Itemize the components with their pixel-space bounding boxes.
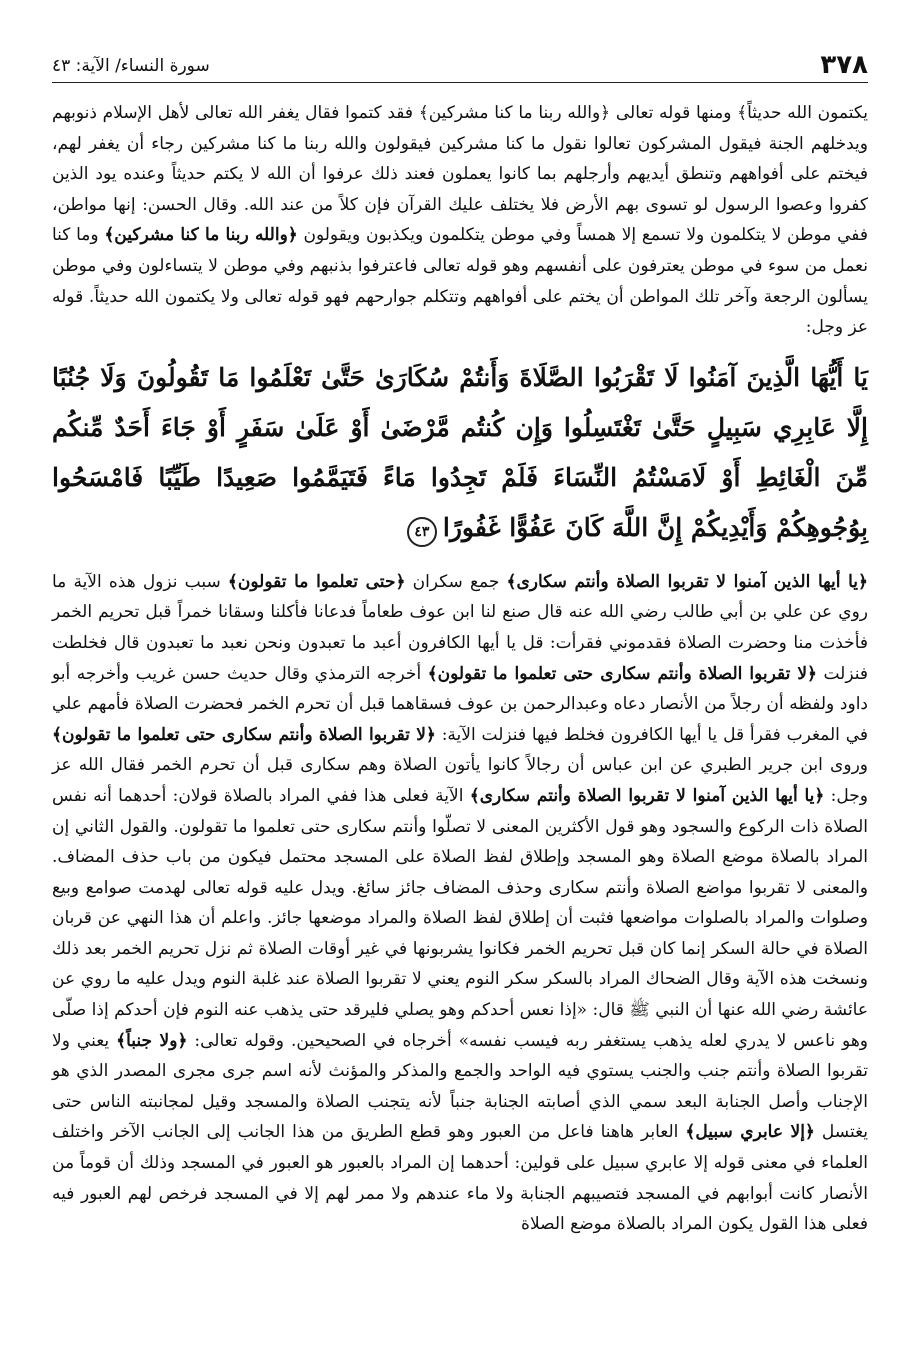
surah-title: سورة النساء/ الآية: ٤٣: [52, 56, 210, 76]
quran-quote: ﴿ولا جنباً﴾: [116, 1030, 188, 1051]
quran-quote: ﴿إلا عابري سبيل﴾: [685, 1122, 815, 1143]
header-rule: [52, 82, 868, 83]
page-header: [52, 50, 868, 82]
quran-quote: ﴿يا أيها الذين آمنوا لا تقربوا الصلاة وأنتم سكارى﴾: [469, 785, 825, 806]
page-body: [52, 98, 868, 1240]
quran-quote: ﴿والله ربنا ما كنا مشركين﴾: [104, 225, 298, 246]
paragraph-2: [52, 567, 868, 1240]
text-run: يعني ولا تقربوا الصلاة وأنتم جنب والجنب يستوي فيه الواحد والجمع والمذكر والمؤنث لأنه اسم جرى مجرى المصدر الذي هو الإجناب وأصل الجنابة البعد سمي الذي أصابته الجنابة جنباً لأنه يتجنب الصلاة والمسجد وقيل لمجانبته الناس حتى يغتسل: [52, 1030, 869, 1143]
text-run: العابر هاهنا فاعل من العبور وهو قطع الطريق من هذا الجانب إلى الجانب الآخر واختلف العلماء في معنى قوله إلا عابري سبيل على قولين: أحدهما إن المراد بالعبور هو العبور في المسجد وذلك أن قوماً من الأنصار كانت أبوابهم في المسجد فتصيبهم الجنابة ولا ماء عندهم ولا ممر لهم إلا في المسجد فرخص لهم العبور فيه فعلى هذا القول يكون المراد بالصلاة موضع الصلاة: [52, 1122, 868, 1235]
text-run: الآية فعلى هذا ففي المراد بالصلاة قولان: أحدهما أنه نفس الصلاة ذات الركوع والسجود وهو قول الأكثرين المعنى لا تصلّوا وأنتم سكارى حتى تعلموا ما تقولون. والقول الثاني إن المراد بالصلاة موضع الصلاة وهو المسجد وإطلاق لفظ الصلاة على المسجد محتمل فيكون من باب حذف المضاف. والمعنى لا تقربوا مواضع الصلاة وأنتم سكارى وحذف المضاف جائز سائغ. ويدل عليه قوله تعالى لهدمت صوامع وبيع وصلوات والمراد بالصلوات مواضعها فثبت أن إطلاق لفظ الصلاة والمراد موضعها جائز. واعلم أن هذا النهي عن قربان الصلاة في حالة السكر إنما كان قبل تحريم الخمر فكانوا يشربونها في غير أوقات الصلاة ثم نزل تحريم الخمر بعد ذلك ونسخت هذه الآية وقال الضحاك المراد بالسكر سكر النوم يعني لا تقربوا الصلاة عند غلبة النوم ويدل عليه ما روي عن عائشة رضي الله عنها أن النبي ﷺ قال: «إذا نعس أحدكم وهو يصلي فليرقد حتى يذهب عنه النوم فإن أحدكم إذا صلّى وهو ناعس لا يدري لعله يذهب يستغفر ربه فيسب نفسه» أخرجاه في الصحيحين. وقوله تعالى:: [52, 785, 868, 1051]
text-run: جمع سكران: [405, 571, 507, 592]
quran-quote: ﴿يا أيها الذين آمنوا لا تقربوا الصلاة وأنتم سكارى﴾: [506, 571, 868, 592]
page-number: ٣٧٨: [820, 50, 868, 80]
quran-quote: ﴿لا تقربوا الصلاة وأنتم سكارى حتى تعلموا ما تقولون﴾: [427, 663, 817, 684]
verse-text: يَا أَيُّهَا الَّذِينَ آمَنُوا لَا تَقْرَبُوا الصَّلَاةَ وَأَنتُمْ سُكَارَىٰ حَتَّىٰ تَعْلَمُوا مَا تَقُولُونَ وَلَا جُنُبًا إِلَّا عَابِرِي سَبِيلٍ حَتَّىٰ تَغْتَسِلُوا وَإِن كُنتُم مَّرْضَىٰ أَوْ عَلَىٰ سَفَرٍ أَوْ جَاءَ أَحَدٌ مِّنكُم مِّنَ الْغَائِطِ أَوْ لَامَسْتُمُ النِّسَاءَ فَلَمْ تَجِدُوا مَاءً فَتَيَمَّمُوا صَعِيدًا طَيِّبًا فَامْسَحُوا بِوُجُوهِكُمْ وَأَيْدِيكُمْ إِنَّ اللَّهَ كَانَ عَفُوًّا غَفُورًا: [52, 362, 868, 542]
quran-quote: ﴿حتى تعلموا ما تقولون﴾: [227, 571, 406, 592]
quran-quote: ﴿لا تقربوا الصلاة وأنتم سكارى حتى تعلموا ما تقولون﴾: [52, 724, 436, 745]
text-run: وما كنا نعمل من سوء في موطن يعترفون على أنفسهم وهو قوله تعالى فاعترفوا بذنبهم وفي موطن لا يتساءلون وفي موطن يسألون الرجعة وآخر تلك المواطن أن يختم على أفواههم وتتكلم جوارحهم فهو قوله تعالى ولا يكتمون الله حديثاً. قوله عز وجل:: [52, 225, 868, 338]
paragraph-1: [52, 98, 868, 343]
text-run: وروى ابن جرير الطبري عن ابن عباس أن رجالاً كانوا يأتون الصلاة وهم سكارى قبل أن تحرم الخمر فقال الله عز وجل:: [52, 755, 869, 806]
ayah-number-marker: ٤٣: [407, 517, 437, 547]
quran-verse: [52, 353, 868, 553]
text-run: سبب نزول هذه الآية ما روي عن علي بن أبي طالب رضي الله عنه قال صنع لنا ابن عوف طعاماً فدعانا فأكلنا وسقانا خمراً قبل تحريم الخمر فأخذت منا وحضرت الصلاة فقدموني فقرأت: قل يا أيها الكافرون أعبد ما تعبدون ونحن نعبد ما تعبدون قال فخلطت فنزلت: [52, 571, 868, 684]
text-run: يكتمون الله حديثاً﴾ ومنها قوله تعالى ﴿والله ربنا ما كنا مشركين﴾ فقد كتموا فقال يغفر الله تعالى لأهل الإسلام ذنوبهم ويدخلهم الجنة فيقول المشركون تعالوا نقول ما كنا مشركين فيقولون والله ربنا ما كنا مشركين رجاء أن يغفر لهم، فيختم على أفواههم وتنطق أيديهم وأرجلهم بما كانوا يعملون فعند ذلك عرفوا أن الله لا يكتم حديثاً وعنده يود الذين كفروا وعصوا الرسول لو تسوى بهم الأرض فلا يختلف عليك القرآن فإن كلاً من عند الله. وقال الحسن: إنها مواطن، ففي موطن لا يتكلمون ولا تسمع إلا همساً وفي موطن يتكلمون ويكذبون ويقولون: [52, 103, 868, 246]
text-run: أخرجه الترمذي وقال حديث حسن غريب وأخرجه أبو داود ولفظه أن رجلاً من الأنصار دعاه وعبدالرحمن بن عوف فسقاهما قبل أن تحرم الخمر فحضرت الصلاة فأمهم علي في المغرب فقرأ قل يا أيها الكافرون فخلط فيها فنزلت الآية:: [52, 663, 868, 745]
